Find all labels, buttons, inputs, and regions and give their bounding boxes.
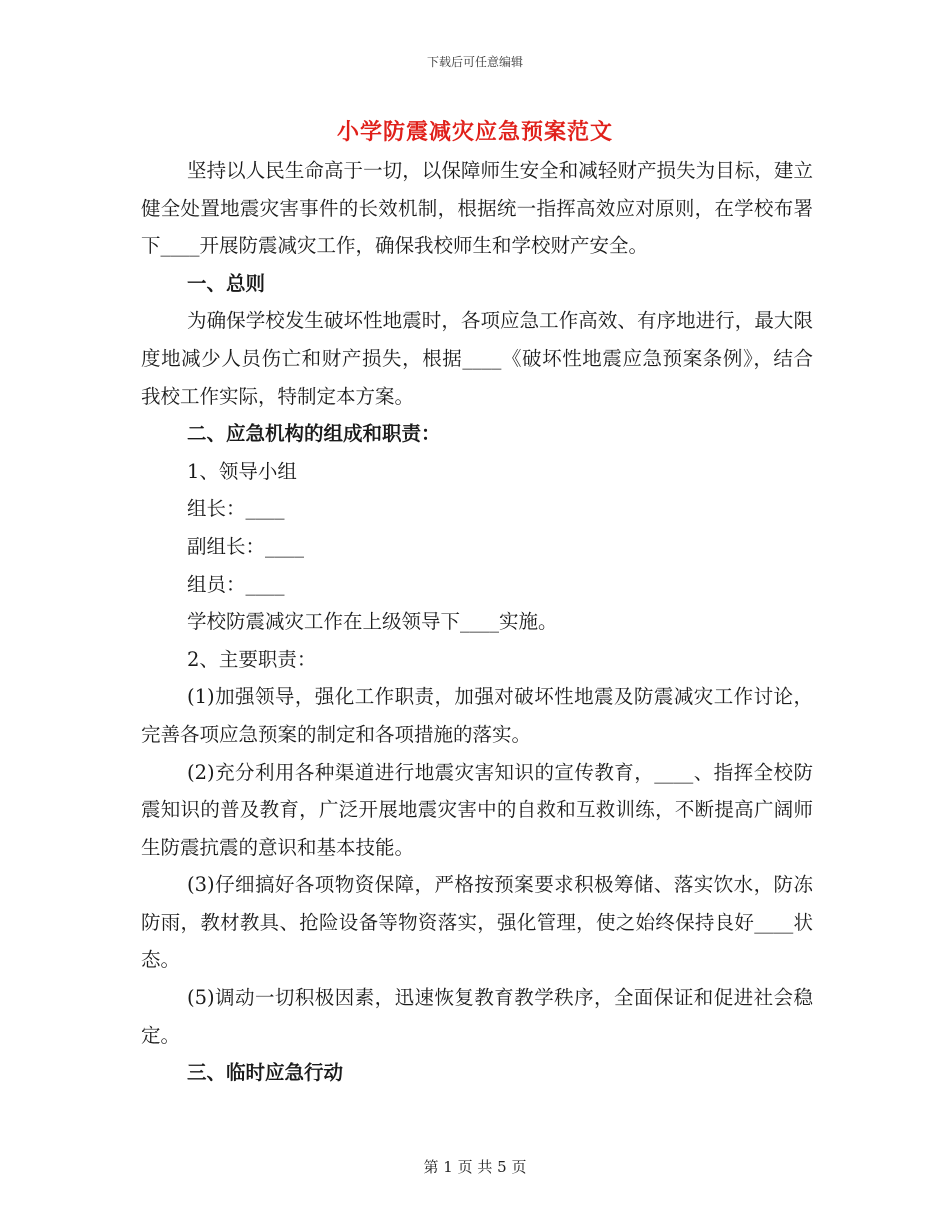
subheading-main-duties: 2、主要职责： <box>187 647 317 671</box>
duty-item-5: (5)调动一切积极因素，迅速恢复教育教学秩序，全面保证和促进社会稳定。 <box>141 986 813 1047</box>
field-deputy-leader: 副组长：____ <box>187 534 305 558</box>
document-body <box>141 152 813 1092</box>
section-heading-general: 一、总则 <box>187 271 266 295</box>
section-heading-organization: 二、应急机构的组成和职责： <box>187 422 441 446</box>
paragraph-intro: 坚持以人民生命高于一切，以保障师生安全和减轻财产损失为目标，建立健全处置地震灾害事件的长效机制，根据统一指挥高效应对原则，在学校布署下____开展防震减灾工作，确保我校师生和学校财产安全。 <box>141 159 813 258</box>
field-members: 组员：____ <box>187 572 285 596</box>
paragraph-implementation: 学校防震减灾工作在上级领导下____实施。 <box>187 610 558 634</box>
section-heading-emergency-action: 三、临时应急行动 <box>187 1061 344 1085</box>
paragraph-general: 为确保学校发生破坏性地震时，各项应急工作高效、有序地进行，最大限度地减少人员伤亡和财产损失，根据____《破坏性地震应急预案条例》，结合我校工作实际，特制定本方案。 <box>141 309 813 408</box>
duty-item-3: (3)仔细搞好各项物资保障，严格按预案要求积极筹储、落实饮水，防冻防雨，教材教具、抢险设备等物资落实，强化管理，使之始终保持良好____状态。 <box>141 873 813 972</box>
document-title: 小学防震减灾应急预案范文 <box>336 119 613 145</box>
page-header-note: 下载后可任意编辑 <box>426 55 523 69</box>
page-number-footer: 第 1 页 共 5 页 <box>423 1158 527 1176</box>
field-leader: 组长：____ <box>187 497 285 521</box>
duty-item-2: (2)充分利用各种渠道进行地震灾害知识的宣传教育，____、指挥全校防震知识的普及教育，广泛开展地震灾害中的自救和互救训练，不断提高广阔师生防震抗震的意识和基本技能。 <box>141 760 813 859</box>
subheading-leadership-group: 1、领导小组 <box>187 459 297 483</box>
duty-item-1: (1)加强领导，强化工作职责，加强对破坏性地震及防震减灾工作讨论，完善各项应急预案的制定和各项措施的落实。 <box>141 685 813 746</box>
